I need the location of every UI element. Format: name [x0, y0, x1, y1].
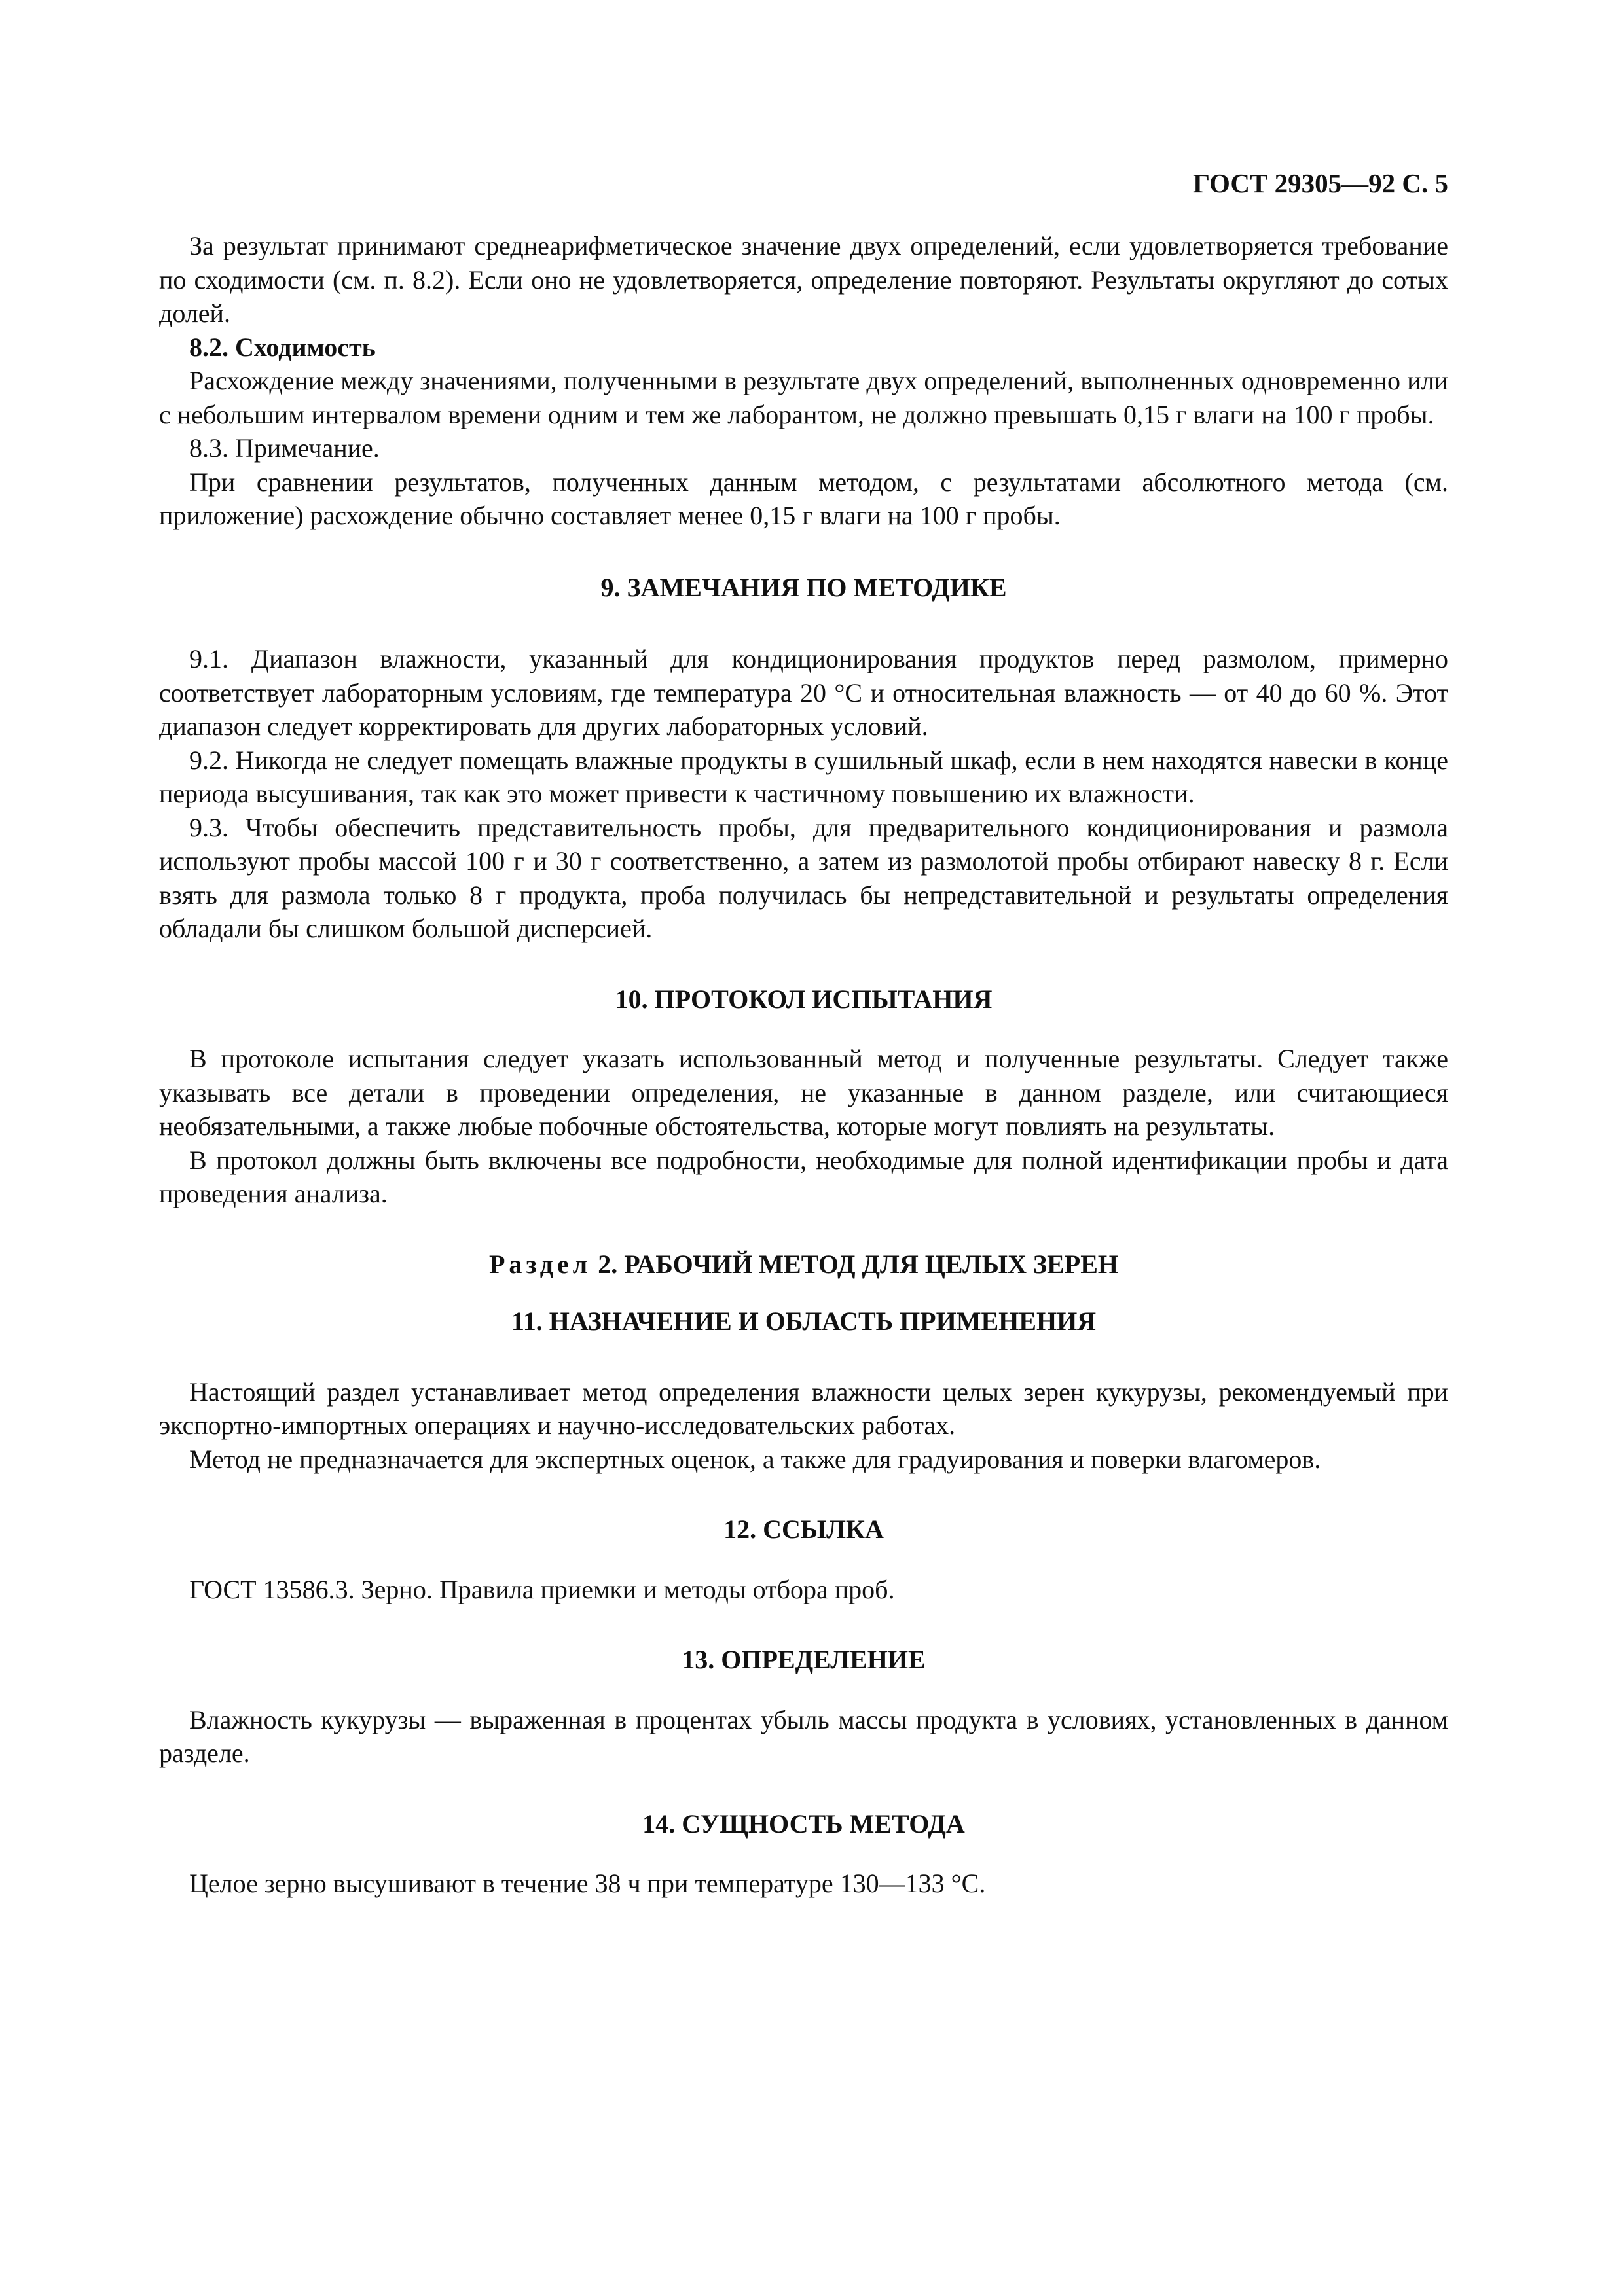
paragraph-14: Целое зерно высушивают в течение 38 ч при температуре 130—133 °С.: [189, 1869, 986, 1898]
section-title-10: 10. ПРОТОКОЛ ИСПЫТАНИЯ: [615, 984, 993, 1014]
paragraph-11-2: Метод не предназначается для экспертных оценок, а также для градуирования и поверки влагомеров.: [189, 1444, 1321, 1474]
section-title-11: 11. НАЗНАЧЕНИЕ И ОБЛАСТЬ ПРИМЕНЕНИЯ: [511, 1306, 1097, 1336]
paragraph-13: Влажность кукурузы — выраженная в процентах убыль массы продукта в условиях, установленных в данном разделе.: [159, 1704, 1448, 1768]
paragraph-9-1: 9.1. Диапазон влажности, указанный для кондиционирования продуктов перед размолом, примерно соответствует лабораторным условиям, где температура 20 °С и относительная влажность — от 40 до 60 %. Этот диапазон следует корректировать для других лабораторных условий.: [159, 644, 1448, 741]
paragraph-8-2: Расхождение между значениями, полученными в результате двух определений, выполненных одновременно или с небольшим интервалом времени одним и тем же лаборантом, не должно превышать 0,15 г влаги на 100 г пробы.: [159, 366, 1448, 429]
paragraph-9-3: 9.3. Чтобы обеспечить представительность пробы, для предварительного кондиционирования и размола используют пробы массой 100 г и 30 г соответственно, а затем из размолотой пробы отбирают навеску 8 г. Если взять для размола только 8 г продукта, проба получилась бы непредставительной и результаты определения обладали бы слишком большой дисперсией.: [159, 812, 1448, 943]
subsection-heading-8-2: 8.2. Сходимость: [189, 332, 376, 362]
paragraph-12: ГОСТ 13586.3. Зерно. Правила приемки и методы отбора проб.: [189, 1574, 895, 1604]
part-title-rest: 2. РАБОЧИЙ МЕТОД ДЛЯ ЦЕЛЫХ ЗЕРЕН: [598, 1249, 1118, 1279]
section-title-13: 13. ОПРЕДЕЛЕНИЕ: [682, 1645, 926, 1674]
document-body: [159, 229, 1448, 1901]
paragraph-11-1: Настоящий раздел устанавливает метод определения влажности целых зерен кукурузы, рекомендуемый при экспортно-импортных операциях и научно-исследовательских работах.: [159, 1376, 1448, 1440]
paragraph-result: За результат принимают среднеарифметическое значение двух определений, если удовлетворяется требование по сходимости (см. п. 8.2). Если оно не удовлетворяется, определение повторяют. Результаты округляют до сотых долей.: [159, 231, 1448, 328]
part-title-2: [159, 1247, 1448, 1282]
subsection-heading-8-3: 8.3. Примечание.: [189, 433, 380, 463]
paragraph-9-2: 9.2. Никогда не следует помещать влажные продукты в сушильный шкаф, если в нем находятся навески в конце периода высушивания, так как это может привести к частичному повышению их влажности.: [159, 745, 1448, 808]
paragraph-10-2: В протокол должны быть включены все подробности, необходимые для полной идентификации пробы и дата проведения анализа.: [159, 1145, 1448, 1208]
section-title-9: 9. ЗАМЕЧАНИЯ ПО МЕТОДИКЕ: [600, 572, 1007, 602]
part-word: Раздел: [489, 1249, 592, 1279]
page-header: ГОСТ 29305—92 С. 5: [1192, 168, 1448, 198]
paragraph-8-3: При сравнении результатов, полученных данным методом, с результатами абсолютного метода (см. приложение) расхождение обычно составляет менее 0,15 г влаги на 100 г пробы.: [159, 467, 1448, 530]
paragraph-10-1: В протоколе испытания следует указать использованный метод и полученные результаты. Следует также указывать все детали в проведении определения, не указанные в данном разделе, или считающиеся необязательными, а также любые побочные обстоятельства, которые могут повлиять на результаты.: [159, 1044, 1448, 1141]
section-title-12: 12. ССЫЛКА: [723, 1515, 884, 1544]
section-title-14: 14. СУЩНОСТЬ МЕТОДА: [642, 1808, 965, 1839]
